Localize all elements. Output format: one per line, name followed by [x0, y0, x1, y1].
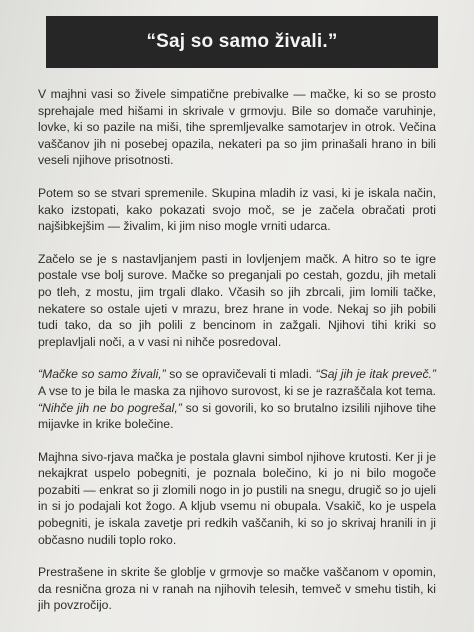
story-text: [38, 86, 436, 630]
paragraph-5: Majhna sivo-rjava mačka je postala glavni simbol njihove krutosti. Ker ji je nekajkrat uspelo pobegniti, je poznala bolečino, ki jo ni bilo mogoče pozabiti — enkrat so ji zlomili nogo in jo pustili na snegu, drugič so jo ujeli in si jo podajali kot žogo. A kljub vsemu ni obupala. Vsakič, ko je uspela pobegniti, je iskala zavetje pri redkih vaščanih, ki so jo skrivaj hranili in ji občasno nudili toplo roko.: [38, 449, 436, 547]
paragraph-4-text-1: so se opravičevali ti mladi.: [165, 367, 316, 382]
paragraph-4-text-3: so si govorili, ko so brutalno izsilili njihove tihe mijavke in krike bolečine.: [38, 400, 437, 432]
title-banner: [46, 16, 438, 68]
paragraph-1: V majhni vasi so živele simpatične prebivalke — mačke, ki so se prosto sprehajale med hišami in skrivale v grmovju. Bile so domače varuhinje, lovke, ki so pazile na miši, tihe spremljevalke samotarjev in otrok. Večina vaščanov jih ni posebej opazila, nekateri pa so jim prinašali hrano in bili veseli njihove prisotnosti.: [38, 87, 436, 168]
paragraph-4-text-2: A vse to je bila le maska za njihovo surovost, ki se je razraščala kot tema.: [38, 383, 436, 398]
quote-3: “Nihče jih ne bo pogrešal,”: [38, 400, 182, 415]
quote-1: “Mačke so samo živali,”: [38, 367, 166, 382]
page-title: “Saj so samo živali.”: [146, 31, 338, 52]
paragraph-2: Potem so se stvari spremenile. Skupina mladih iz vasi, ki je iskala način, kako izstopati, kako pokazati svojo moč, se je začela obračati proti najšibkejšim — živalim, ki jim niso mogle vrniti udarca.: [38, 185, 436, 234]
paragraph-6: Prestrašene in skrite še globlje v grmovje so mačke vaščanom v opomin, da resnična groza ni v ranah na njihovih telesih, temveč v smehu tistih, ki jih povzročijo.: [38, 565, 436, 613]
paragraph-3: Začelo se je s nastavljanjem pasti in lovljenjem mačk. A hitro so te igre postale vse bolj surove. Mačke so preganjali po cestah, gozdu, jih metali po tleh, z mostu, jim trgali dlako. Včasih so jih zbrcali, jim lomili tačke, nekatere so ostale ujeti v mrazu, brez hrane in vode. Nekaj so jih pobili tudi tako, da so jih polili z bencinom in zažgali. Njihovi tihi kriki so preplavljali noči, a v vasi ni nihče posredoval.: [38, 251, 436, 349]
paragraph-4: [38, 366, 436, 432]
quote-2: “Saj jih je itak preveč.”: [315, 367, 436, 382]
